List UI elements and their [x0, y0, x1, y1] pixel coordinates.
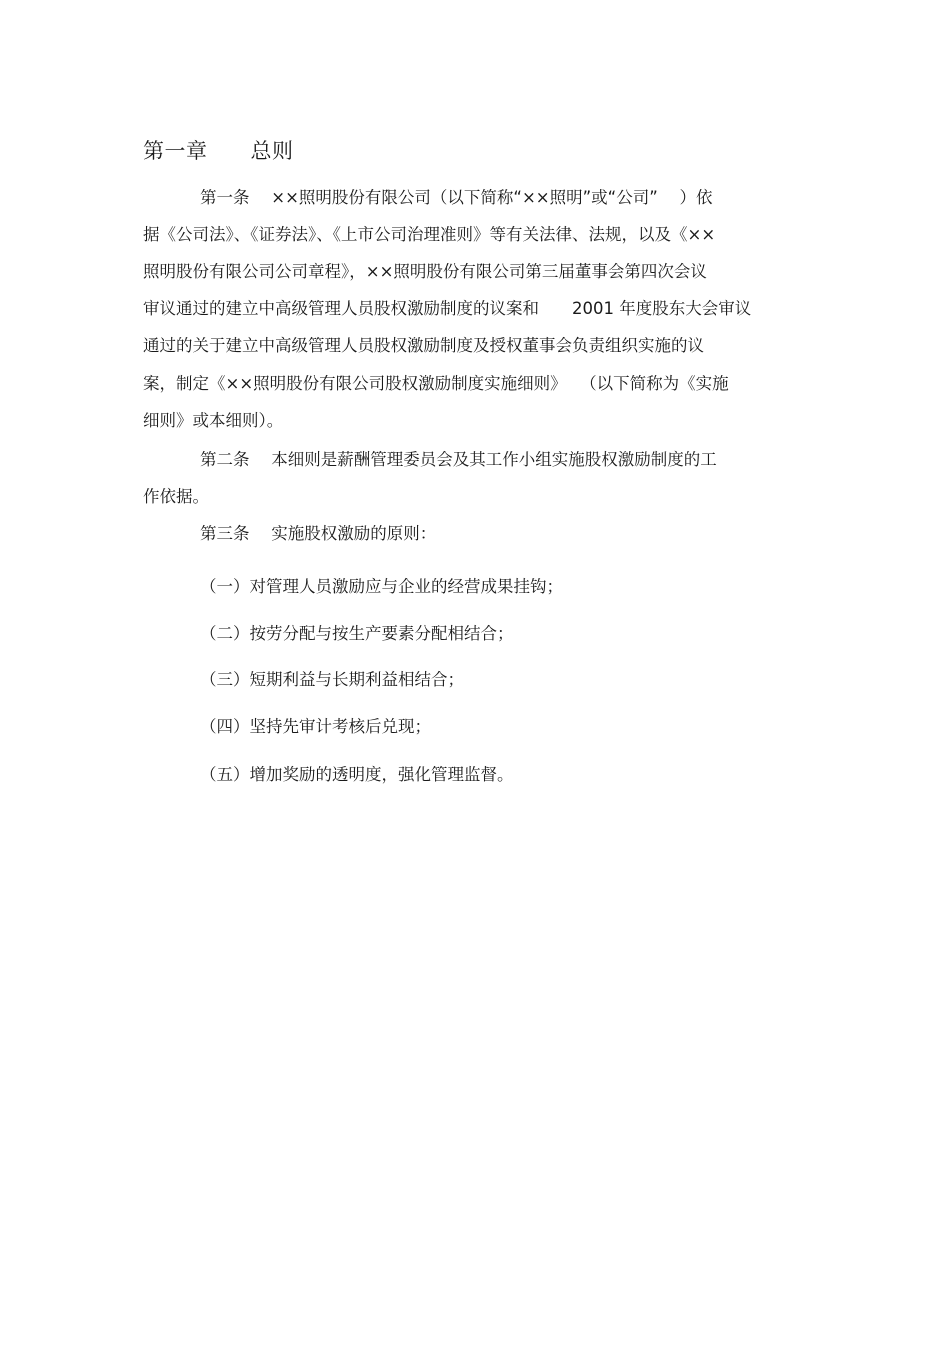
principle-item-2: （二）按劳分配与按生产要素分配相结合； [200, 624, 514, 643]
principle-item-5: （五）增加奖励的透明度，强化管理监督。 [200, 765, 514, 784]
article-1-line-1: 第一条 ××照明股份有限公司（以下简称“××照明”或“公司” ）依 [200, 188, 713, 207]
article-1-line-3: 照明股份有限公司公司章程》，××照明股份有限公司第三届董事会第四次会议 [143, 262, 707, 281]
article-2-line-2: 作依据。 [143, 487, 209, 506]
article-1-line-7: 细则》或本细则）。 [143, 411, 284, 430]
article-1-line-2: 据《公司法》、《证券法》、《上市公司治理准则》等有关法律、法规，以及《×× [143, 225, 716, 244]
article-3-heading: 第三条 实施股权激励的原则： [200, 524, 437, 543]
article-1-line-6: 案，制定《××照明股份有限公司股权激励制度实施细则》 （以下简称为《实施 [143, 374, 729, 393]
principle-item-1: （一）对管理人员激励应与企业的经营成果挂钩； [200, 577, 563, 596]
principle-item-3: （三）短期利益与长期利益相结合； [200, 670, 464, 689]
article-1-line-5: 通过的关于建立中高级管理人员股权激励制度及授权董事会负责组织实施的议 [143, 336, 704, 355]
article-2-line-1: 第二条 本细则是薪酬管理委员会及其工作小组实施股权激励制度的工 [200, 450, 717, 469]
article-1-line-4: 审议通过的建立中高级管理人员股权激励制度的议案和 2001 年度股东大会审议 [143, 299, 752, 318]
principle-item-4: （四）坚持先审计考核后兑现； [200, 717, 431, 736]
chapter-title: 第一章 总则 [143, 139, 294, 163]
